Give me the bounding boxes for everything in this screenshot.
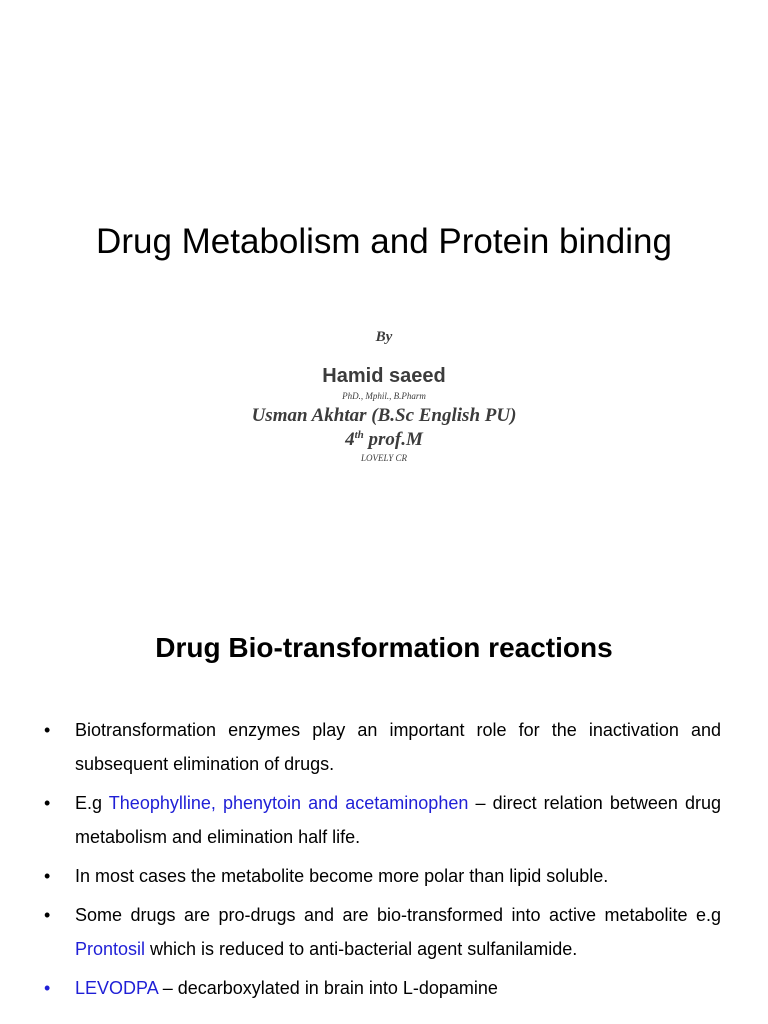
class-year-rest: prof.M bbox=[363, 429, 423, 450]
bullet-text: Biotransformation enzymes play an important role for the inactivation and subsequent elimination of drugs. bbox=[75, 720, 721, 774]
bullet-text-post: which is reduced to anti-bacterial agent sulfanilamide. bbox=[145, 939, 578, 959]
bullet-text-pre: E.g bbox=[75, 793, 109, 813]
bullet-item bbox=[0, 898, 768, 966]
presentation-title: Drug Metabolism and Protein binding bbox=[96, 222, 672, 261]
slide-heading: Drug Bio-transformation reactions bbox=[155, 632, 613, 663]
bullet-item bbox=[0, 859, 768, 893]
class-year bbox=[0, 428, 768, 452]
bullet-dot: • bbox=[44, 866, 51, 886]
bullet-item bbox=[0, 971, 768, 1005]
content-slide bbox=[0, 580, 768, 1024]
bullet-highlight: LEVODPA bbox=[75, 978, 158, 998]
bullet-text-post: – decarboxylated in brain into L-dopamine bbox=[157, 978, 498, 998]
bullet-dot: • bbox=[44, 905, 51, 925]
bullet-dot: • bbox=[44, 720, 51, 740]
bullet-list bbox=[0, 713, 768, 1010]
bullet-text-post: – direct relation between drug metabolism and elimination half life. bbox=[75, 793, 721, 847]
byline: By bbox=[375, 329, 393, 345]
bullet-dot: • bbox=[44, 793, 51, 813]
author-credentials: PhD., Mphil., B.Pharm bbox=[342, 391, 426, 401]
bullet-text: In most cases the metabolite become more polar than lipid soluble. bbox=[75, 866, 609, 886]
bullet-item bbox=[0, 786, 768, 854]
bullet-highlight: Theophylline, phenytoin and acetaminophen bbox=[108, 793, 469, 813]
class-year-number: 4 bbox=[345, 429, 355, 450]
bullet-dot: • bbox=[44, 978, 51, 998]
bullet-text-pre: Some drugs are pro-drugs and are bio-transformed into active metabolite e.g bbox=[75, 905, 721, 925]
bullet-item bbox=[0, 713, 768, 781]
class-year-suffix: th bbox=[354, 429, 364, 441]
author-name: Hamid saeed bbox=[322, 365, 446, 387]
class-representative: LOVELY CR bbox=[360, 453, 408, 463]
bullet-highlight: Prontosil bbox=[75, 939, 146, 959]
coauthor-name: Usman Akhtar (B.Sc English PU) bbox=[251, 405, 517, 426]
